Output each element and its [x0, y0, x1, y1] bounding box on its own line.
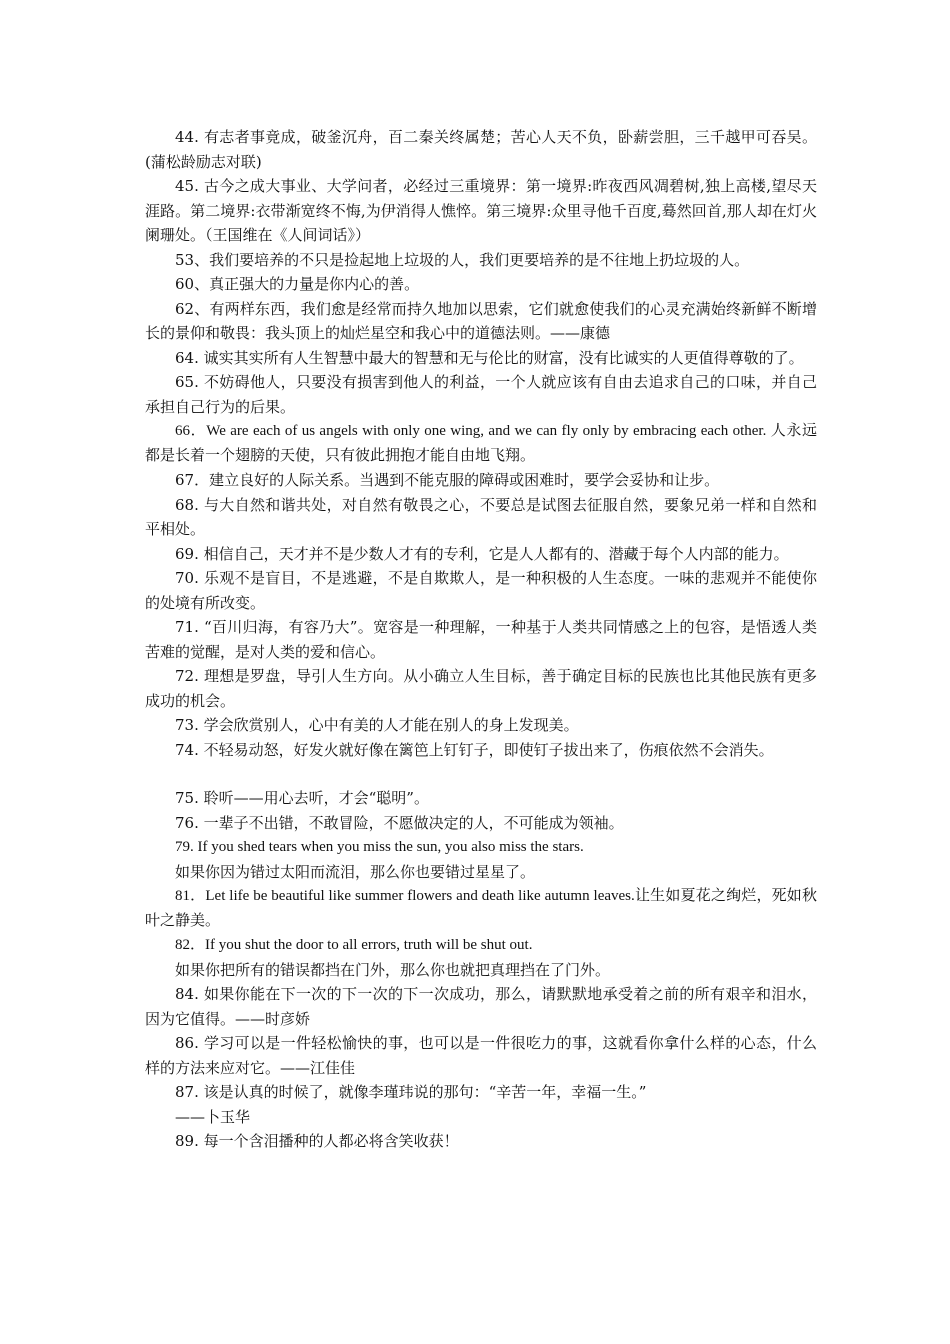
quote-79-english: 79. If you shed tears when you miss the sun, you also miss the stars.	[175, 839, 584, 855]
quote-81: 81．Let life be beautiful like summer flowers and death like autumn leaves.让生如夏花之绚烂，死如秋叶之静美。	[145, 888, 817, 929]
quote-87: 87. 该是认真的时候了，就像李瑾玮说的那句：“辛苦一年，幸福一生。”	[175, 1083, 647, 1101]
quote-64: 64. 诚实其实所有人生智慧中最大的智慧和无与伦比的财富，没有比诚实的人更值得尊敬的了。	[175, 348, 804, 367]
quote-60: 60、真正强大的力量是你内心的善。	[175, 275, 420, 293]
quote-66: 66．We are each of us angels with only one wing, and we can fly only by embracing each other. 人永远都是长着一个翅膀的天使，只有彼此拥抱才能自由地飞翔。	[145, 423, 817, 464]
quote-69: 69. 相信自己，天才并不是少数人才有的专利，它是人人都有的、潜藏于每个人内部的能力。	[175, 544, 789, 563]
quote-75: 75. 聆听——用心去听，才会“聪明”。	[175, 789, 429, 807]
quote-73: 73. 学会欣赏别人，心中有美的人才能在别人的身上发现美。	[175, 716, 579, 734]
quote-68: 68. 与大自然和谐共处，对自然有敬畏之心，不要总是试图去征服自然，要象兄弟一样和自然和平相处。	[145, 495, 817, 538]
document-body	[145, 125, 817, 1154]
quote-70: 70. 乐观不是盲目，不是逃避，不是自欺欺人，是一种积极的人生态度。一味的悲观并不能使你的处境有所改变。	[145, 569, 817, 612]
quote-53: 53、我们要培养的不只是捡起地上垃圾的人，我们更要培养的是不往地上扔垃圾的人。	[175, 250, 750, 269]
quote-44: 44. 有志者事竟成，破釜沉舟，百二秦关终属楚；苦心人天不负，卧薪尝胆，三千越甲可吞吴。(蒲松龄励志对联)	[145, 128, 817, 171]
quote-62: 62、有两样东西，我们愈是经常而持久地加以思索，它们就愈使我们的心灵充满始终新鲜不断增长的景仰和敬畏：我头顶上的灿烂星空和我心中的道德法则。——康德	[145, 299, 817, 342]
quote-72: 72. 理想是罗盘，导引人生方向。从小确立人生目标，善于确定目标的民族也比其他民族有更多成功的机会。	[145, 667, 817, 710]
quote-84: 84. 如果你能在下一次的下一次的下一次成功，那么，请默默地承受着之前的所有艰辛和泪水，因为它值得。——时彦娇	[145, 985, 817, 1028]
quote-67: 67．建立良好的人际关系。当遇到不能克服的障碍或困难时，要学会妥协和让步。	[175, 471, 720, 489]
quote-89: 89. 每一个含泪播种的人都必将含笑收获！	[175, 1132, 459, 1150]
quote-65: 65. 不妨碍他人，只要没有损害到他人的利益，一个人就应该有自由去追求自己的口味，并自己承担自己行为的后果。	[145, 373, 817, 416]
quote-86: 86. 学习可以是一件轻松愉快的事，也可以是一件很吃力的事，这就看你拿什么样的心态，什么样的方法来应对它。——江佳佳	[145, 1034, 817, 1077]
quote-87-attribution: ——卜玉华	[175, 1107, 251, 1126]
quote-82-chinese: 如果你把所有的错误都挡在门外，那么你也就把真理挡在了门外。	[175, 960, 611, 979]
quote-82-english: 82．If you shut the door to all errors, truth will be shut out.	[175, 937, 533, 953]
quote-76: 76. 一辈子不出错，不敢冒险，不愿做决定的人，不可能成为领袖。	[175, 813, 624, 832]
quote-79-chinese: 如果你因为错过太阳而流泪，那么你也要错过星星了。	[175, 862, 536, 881]
quote-74: 74. 不轻易动怒，好发火就好像在篱笆上钉钉子，即使钉子拔出来了，伤痕依然不会消失。	[175, 740, 774, 759]
quote-45: 45. 古今之成大事业、大学问者，必经过三重境界：第一境界:昨夜西风凋碧树,独上高楼,望尽天涯路。第二境界:衣带渐宽终不悔,为伊消得人憔悴。第三境界:众里寻他千百度,蓦然回首,那人却在灯火阑珊处。（王国维在《人间词话》）	[145, 177, 817, 244]
quote-71: 71. “百川归海，有容乃大”。宽容是一种理解，一种基于人类共同情感之上的包容，是悟透人类苦难的觉醒，是对人类的爱和信心。	[145, 618, 817, 661]
